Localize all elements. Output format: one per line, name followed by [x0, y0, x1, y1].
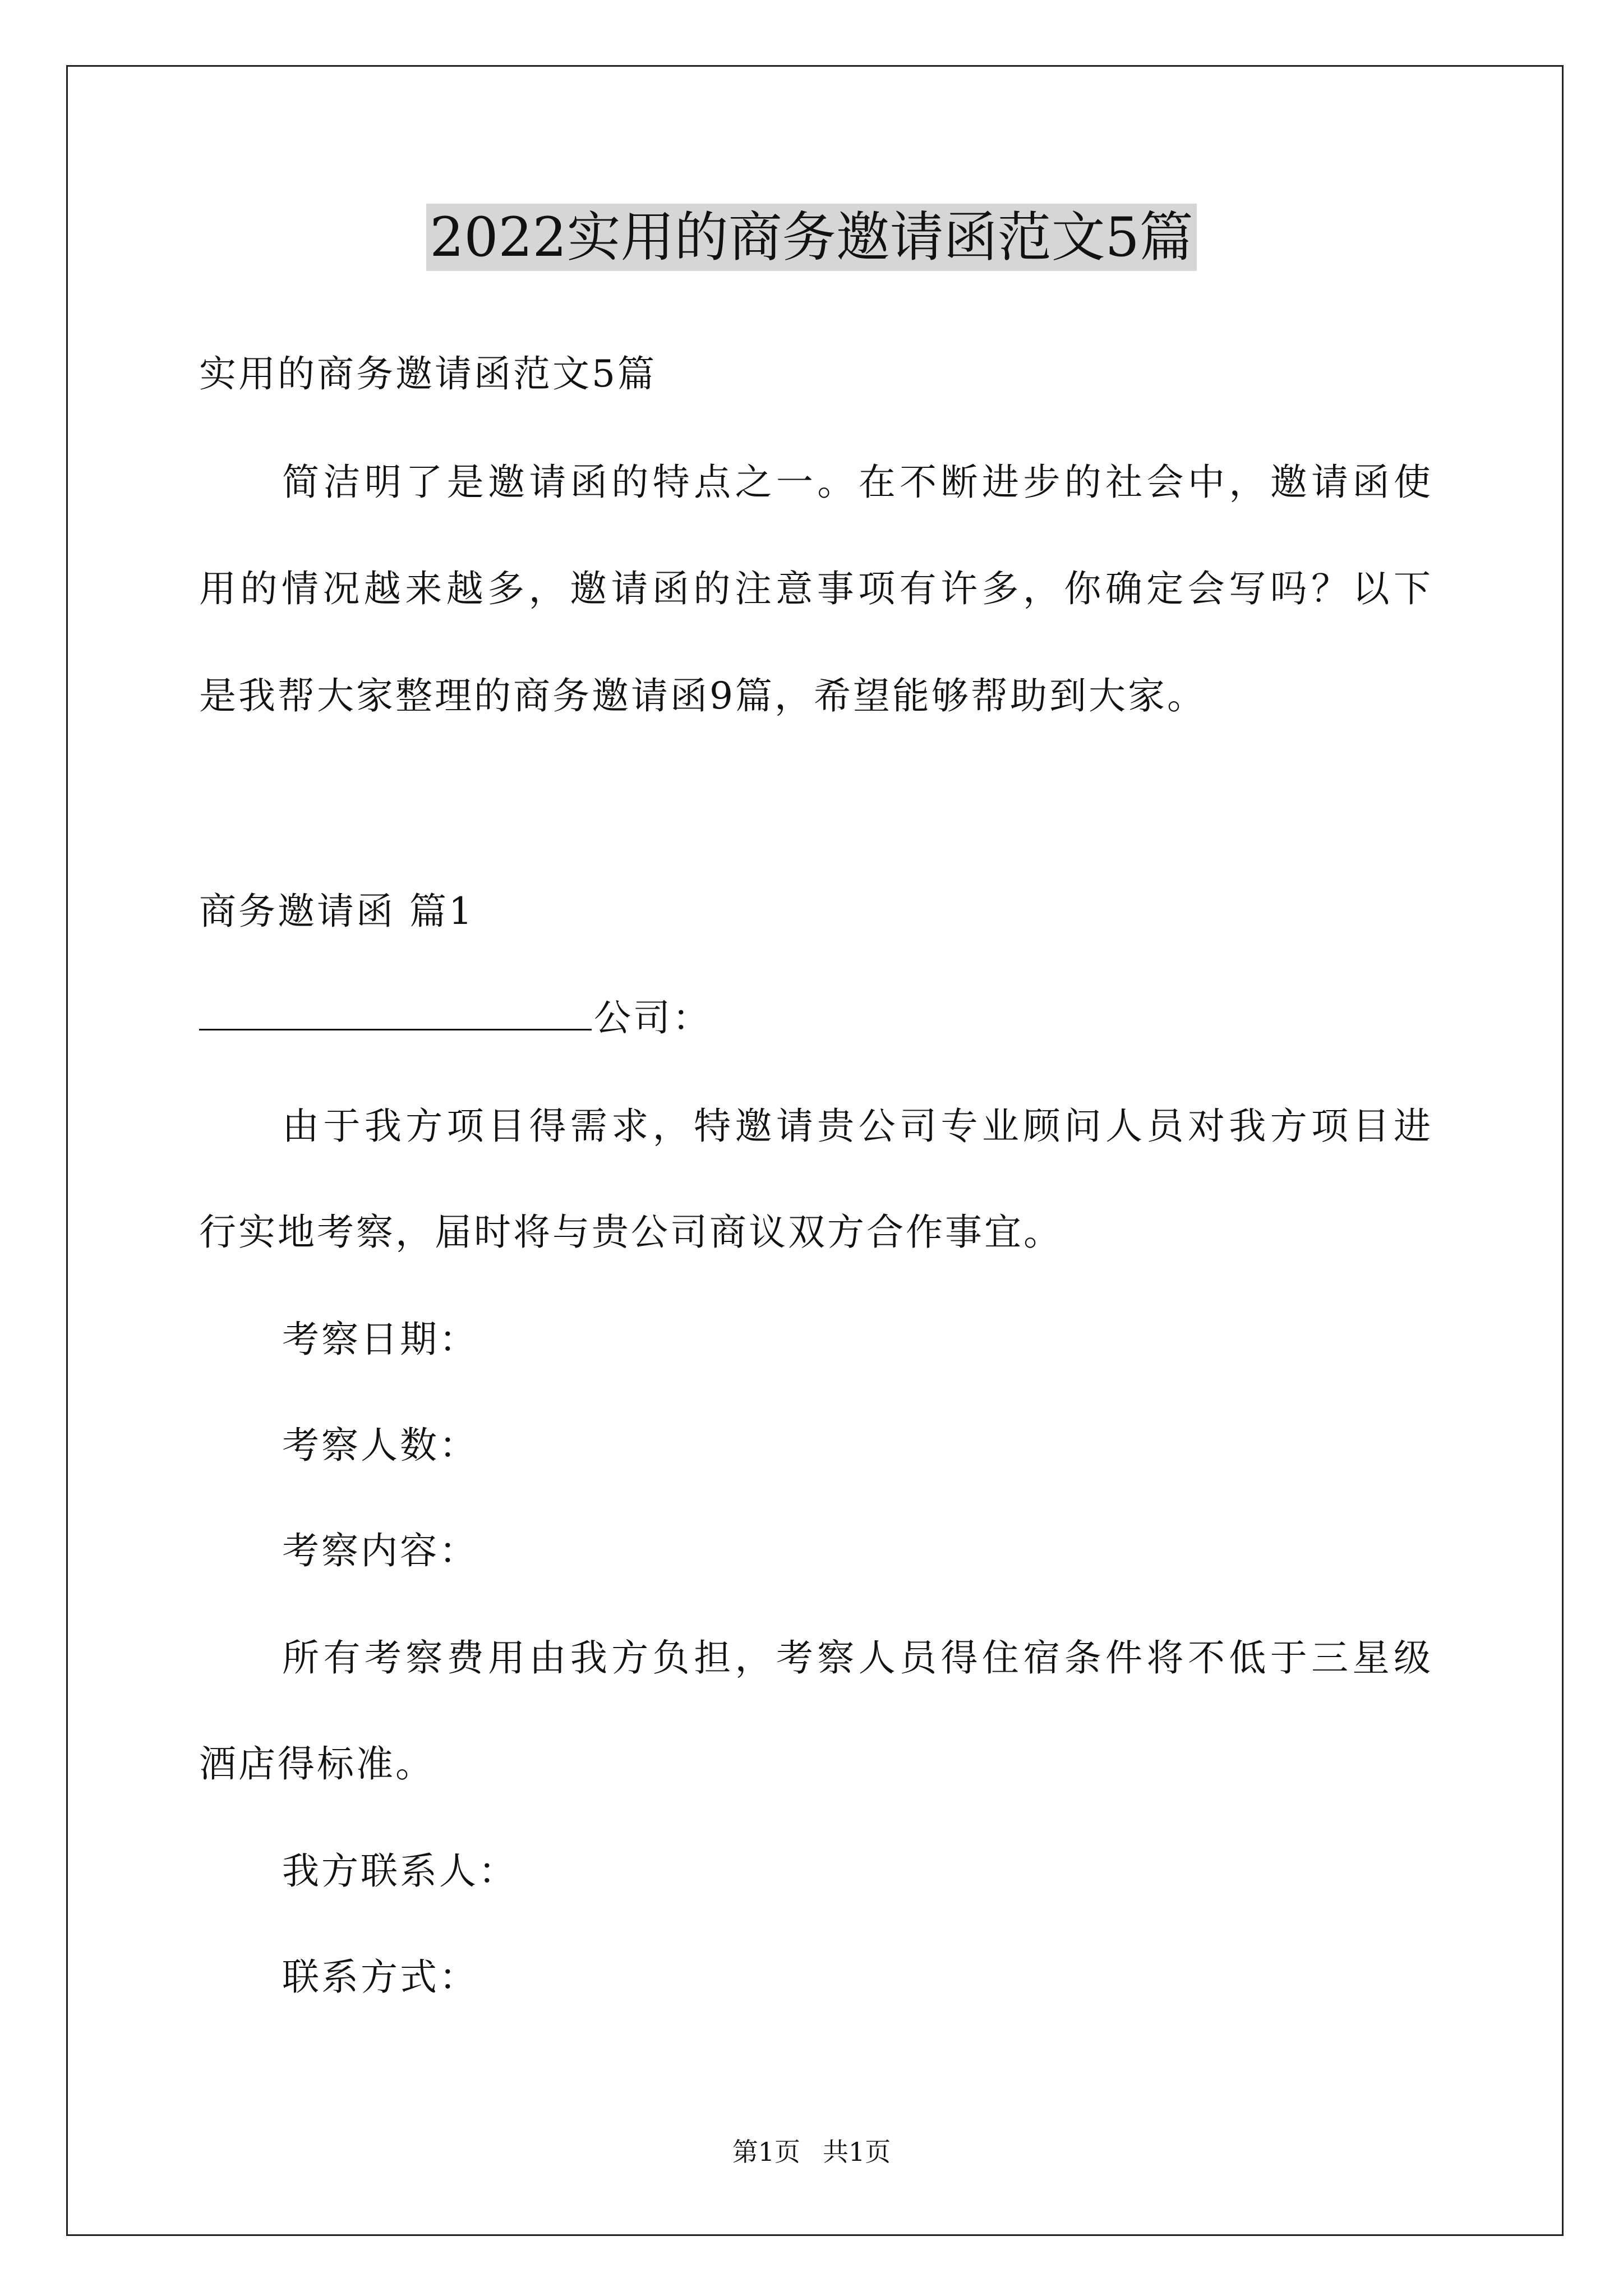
page-current: 第1页 [732, 2137, 800, 2167]
intro-line-2: 用的情况越来越多，邀请函的注意事项有许多，你确定会写吗？以下 [199, 567, 1431, 610]
salutation-line [199, 993, 712, 1043]
page-footer [0, 2135, 1623, 2169]
document-subtitle: 实用的商务邀请函范文5篇 [199, 352, 657, 395]
body-line-1: 由于我方项目得需求，特邀请贵公司专业顾问人员对我方项目进 [282, 1105, 1431, 1148]
field-content-label: 考察内容： [282, 1529, 478, 1572]
company-name-blank [199, 994, 592, 1030]
document-title [0, 201, 1623, 274]
intro-line-3: 是我帮大家整理的商务邀请函9篇，希望能够帮助到大家。 [199, 674, 1206, 717]
page-total: 共1页 [823, 2137, 891, 2167]
salutation-text: 公司： [594, 996, 712, 1039]
section-heading: 商务邀请函 篇1 [199, 890, 474, 933]
field-date-label: 考察日期： [282, 1318, 478, 1361]
contact-method-label: 联系方式： [282, 1955, 478, 1999]
intro-line-1: 简洁明了是邀请函的特点之一。在不断进步的社会中，邀请函使 [282, 461, 1431, 504]
expense-line-1: 所有考察费用由我方负担，考察人员得住宿条件将不低于三星级 [282, 1636, 1431, 1680]
body-line-2: 行实地考察，届时将与贵公司商议双方合作事宜。 [199, 1211, 1063, 1254]
contact-person-label: 我方联系人： [282, 1849, 518, 1893]
expense-line-2: 酒店得标准。 [199, 1742, 435, 1786]
document-title-text: 2022实用的商务邀请函范文5篇 [426, 204, 1196, 271]
field-count-label: 考察人数： [282, 1424, 478, 1467]
